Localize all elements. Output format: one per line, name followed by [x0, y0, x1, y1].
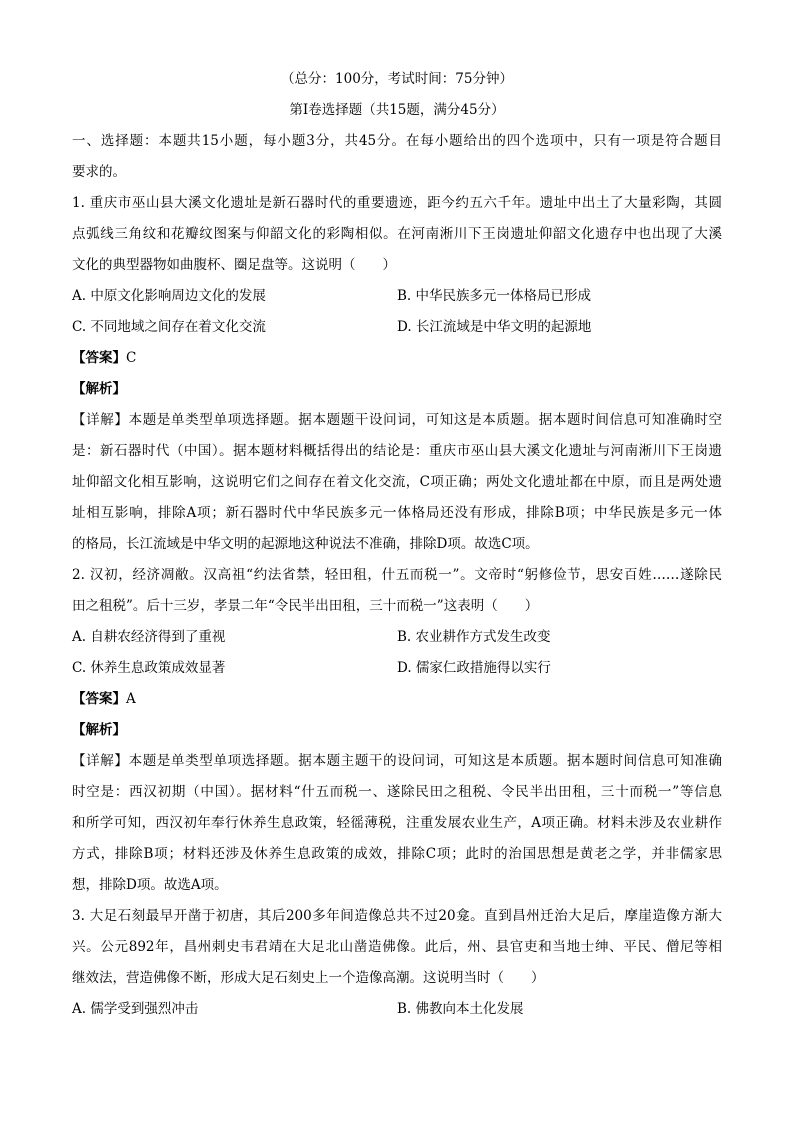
- question-stem-line: 1. 重庆市巫山县大溪文化遗址是新石器时代的重要遗迹，距今约五六千年。遗址中出土了大量彩陶，其圆: [72, 195, 722, 211]
- instructions-line: 一、选择题：本题共15小题，每小题3分，共45分。在每小题给出的四个选项中，只有一项是符合题目: [72, 133, 722, 149]
- options-row: [72, 653, 722, 684]
- section-title: 第Ⅰ卷选择题（共15题，满分45分）: [289, 102, 505, 118]
- options-row: [72, 281, 722, 312]
- answer-value: C: [126, 350, 137, 366]
- question-2: [72, 560, 722, 901]
- question-1: [72, 188, 722, 560]
- analysis-label: 【解析】: [72, 381, 126, 397]
- option-d: D. 儒家仁政措施得以实行: [397, 660, 551, 676]
- analysis-label: 【解析】: [72, 722, 126, 738]
- question-stem-line: 田之租税”。后十三岁，孝景二年“令民半出田租，三十而税一”这表明（ ）: [72, 598, 539, 614]
- detail-line: 是：新石器时代（中国）。据本题材料概括得出的结论是：重庆市巫山县大溪文化遗址与河南淅川下王岗遗: [72, 443, 722, 459]
- question-stem-line: 继效法，营造佛像不断，形成大足石刻史上一个造像高潮。这说明当时（ ）: [72, 970, 545, 986]
- detail-line: 址相互影响，排除A项；新石器时代中华民族多元一体格局还没有形成，排除B项；中华民族是多元一体: [72, 505, 722, 521]
- detail-line: 和所学可知，西汉初年奉行休养生息政策，轻徭薄税，注重发展农业生产，A项正确。材料未涉及农业耕作: [72, 815, 722, 831]
- options-row: [72, 994, 722, 1025]
- option-b: B. 农业耕作方式发生改变: [397, 629, 551, 645]
- option-c: C. 不同地域之间存在着文化交流: [72, 319, 266, 335]
- option-b: B. 中华民族多元一体格局已形成: [397, 288, 592, 304]
- instructions-line: 要求的。: [72, 164, 126, 180]
- answer-label: 【答案】: [72, 691, 126, 707]
- exam-meta: （总分：100分，考试时间：75分钟）: [281, 71, 513, 87]
- detail-line: 的格局，长江流域是中华文明的起源地这种说法不准确，排除D项。故选C项。: [72, 536, 539, 552]
- question-stem-line: 文化的典型器物如曲腹杯、圈足盘等。这说明（ ）: [72, 257, 396, 273]
- question-3: [72, 901, 722, 1025]
- answer-value: A: [126, 691, 136, 707]
- option-b: B. 佛教向本土化发展: [397, 1001, 524, 1017]
- question-stem-line: 点弧线三角纹和花瓣纹图案与仰韶文化的彩陶相似。在河南淅川下王岗遗址仰韶文化遗存中也出现了大溪: [72, 226, 722, 242]
- detail-line: 想，排除D项。故选A项。: [72, 877, 228, 893]
- option-a: A. 儒学受到强烈冲击: [72, 1001, 199, 1017]
- options-row: [72, 622, 722, 653]
- detail-line: 址仰韶文化相互影响，这说明它们之间存在着文化交流，C项正确；两处文化遗址都在中原，而且是两处遗: [72, 474, 722, 490]
- detail-line: 【详解】本题是单类型单项选择题。据本题主题干的设问词，可知这是本质题。据本题时间信息可知准确: [72, 753, 722, 769]
- detail-line: 时空是：西汉初期（中国）。据材料“什五而税一、遂除民田之租税、令民半出田租，三十而税一”等信息: [72, 784, 722, 800]
- option-a: A. 自耕农经济得到了重视: [72, 629, 226, 645]
- detail-line: 方式，排除B项；材料还涉及休养生息政策的成效，排除C项；此时的治国思想是黄老之学，并非儒家思: [72, 846, 722, 862]
- answer-label: 【答案】: [72, 350, 126, 366]
- answer-line: [72, 684, 722, 715]
- answer-line: [72, 343, 722, 374]
- detail-line: 【详解】本题是单类型单项选择题。据本题题干设问词，可知这是本质题。据本题时间信息可知准确时空: [72, 412, 722, 428]
- exam-page: [72, 64, 722, 1025]
- option-a: A. 中原文化影响周边文化的发展: [72, 288, 266, 304]
- question-stem-line: 3. 大足石刻最早开凿于初唐，其后200多年间造像总共不过20龛。直到昌州迁治大足后，摩崖造像方渐大: [72, 908, 722, 924]
- question-stem-line: 兴。公元892年，昌州刺史韦君靖在大足北山凿造佛像。此后，州、县官吏和当地士绅、平民、僧尼等相: [72, 939, 722, 955]
- question-stem-line: 2. 汉初，经济凋敝。汉高祖“约法省禁，轻田租，什五而税一”。文帝时“躬修俭节，思安百姓……遂除民: [72, 567, 722, 583]
- option-c: C. 休养生息政策成效显著: [72, 660, 226, 676]
- options-row: [72, 312, 722, 343]
- option-d: D. 长江流域是中华文明的起源地: [397, 319, 592, 335]
